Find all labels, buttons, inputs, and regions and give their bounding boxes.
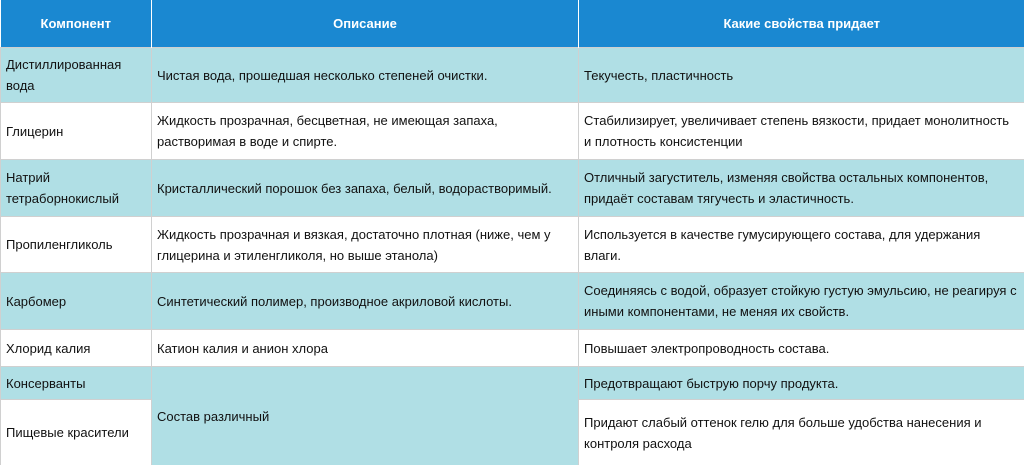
- header-properties: Какие свойства придает: [579, 0, 1024, 48]
- cell-component: Консерванты: [1, 367, 152, 400]
- cell-properties: Соединяясь с водой, образует стойкую густую эмульсию, не реагируя с иными компонентами, не меняя их свойств.: [579, 273, 1024, 330]
- cell-properties: Текучесть, пластичность: [579, 48, 1024, 103]
- table-row: [1, 160, 1024, 217]
- table-row: [1, 367, 1024, 400]
- table-header-row: [1, 0, 1024, 48]
- table-row: [1, 330, 1024, 367]
- cell-component: Пищевые красители: [1, 400, 152, 465]
- cell-properties: Используется в качестве гумусирующего состава, для удержания влаги.: [579, 217, 1024, 273]
- cell-description: Катион калия и анион хлора: [152, 330, 579, 367]
- cell-properties: Повышает электропроводность состава.: [579, 330, 1024, 367]
- cell-component: Пропиленгликоль: [1, 217, 152, 273]
- cell-properties: Отличный загуститель, изменяя свойства остальных компонентов, придаёт составам тягучесть и эластичность.: [579, 160, 1024, 217]
- cell-properties: Придают слабый оттенок гелю для больше удобства нанесения и контроля расхода: [579, 400, 1024, 465]
- table-row: [1, 48, 1024, 103]
- cell-description: Кристаллический порошок без запаха, белый, водорастворимый.: [152, 160, 579, 217]
- cell-properties: Стабилизирует, увеличивает степень вязкости, придает монолитность и плотность консистенции: [579, 103, 1024, 160]
- table-row: [1, 273, 1024, 330]
- cell-component: Натрий тетраборнокислый: [1, 160, 152, 217]
- table-row: [1, 103, 1024, 160]
- cell-description: Чистая вода, прошедшая несколько степеней очистки.: [152, 48, 579, 103]
- header-description: Описание: [152, 0, 579, 48]
- cell-description: Жидкость прозрачная и вязкая, достаточно плотная (ниже, чем у глицерина и этиленгликоля, но выше этанола): [152, 217, 579, 273]
- table-row: [1, 217, 1024, 273]
- header-component: Компонент: [1, 0, 152, 48]
- cell-component: Хлорид калия: [1, 330, 152, 367]
- cell-description: Жидкость прозрачная, бесцветная, не имеющая запаха, растворимая в воде и спирте.: [152, 103, 579, 160]
- cell-properties: Предотвращают быструю порчу продукта.: [579, 367, 1024, 400]
- cell-component: Карбомер: [1, 273, 152, 330]
- cell-description: Синтетический полимер, производное акриловой кислоты.: [152, 273, 579, 330]
- cell-component: Глицерин: [1, 103, 152, 160]
- cell-description-merged: Состав различный: [152, 367, 579, 465]
- cell-component: Дистиллированная вода: [1, 48, 152, 103]
